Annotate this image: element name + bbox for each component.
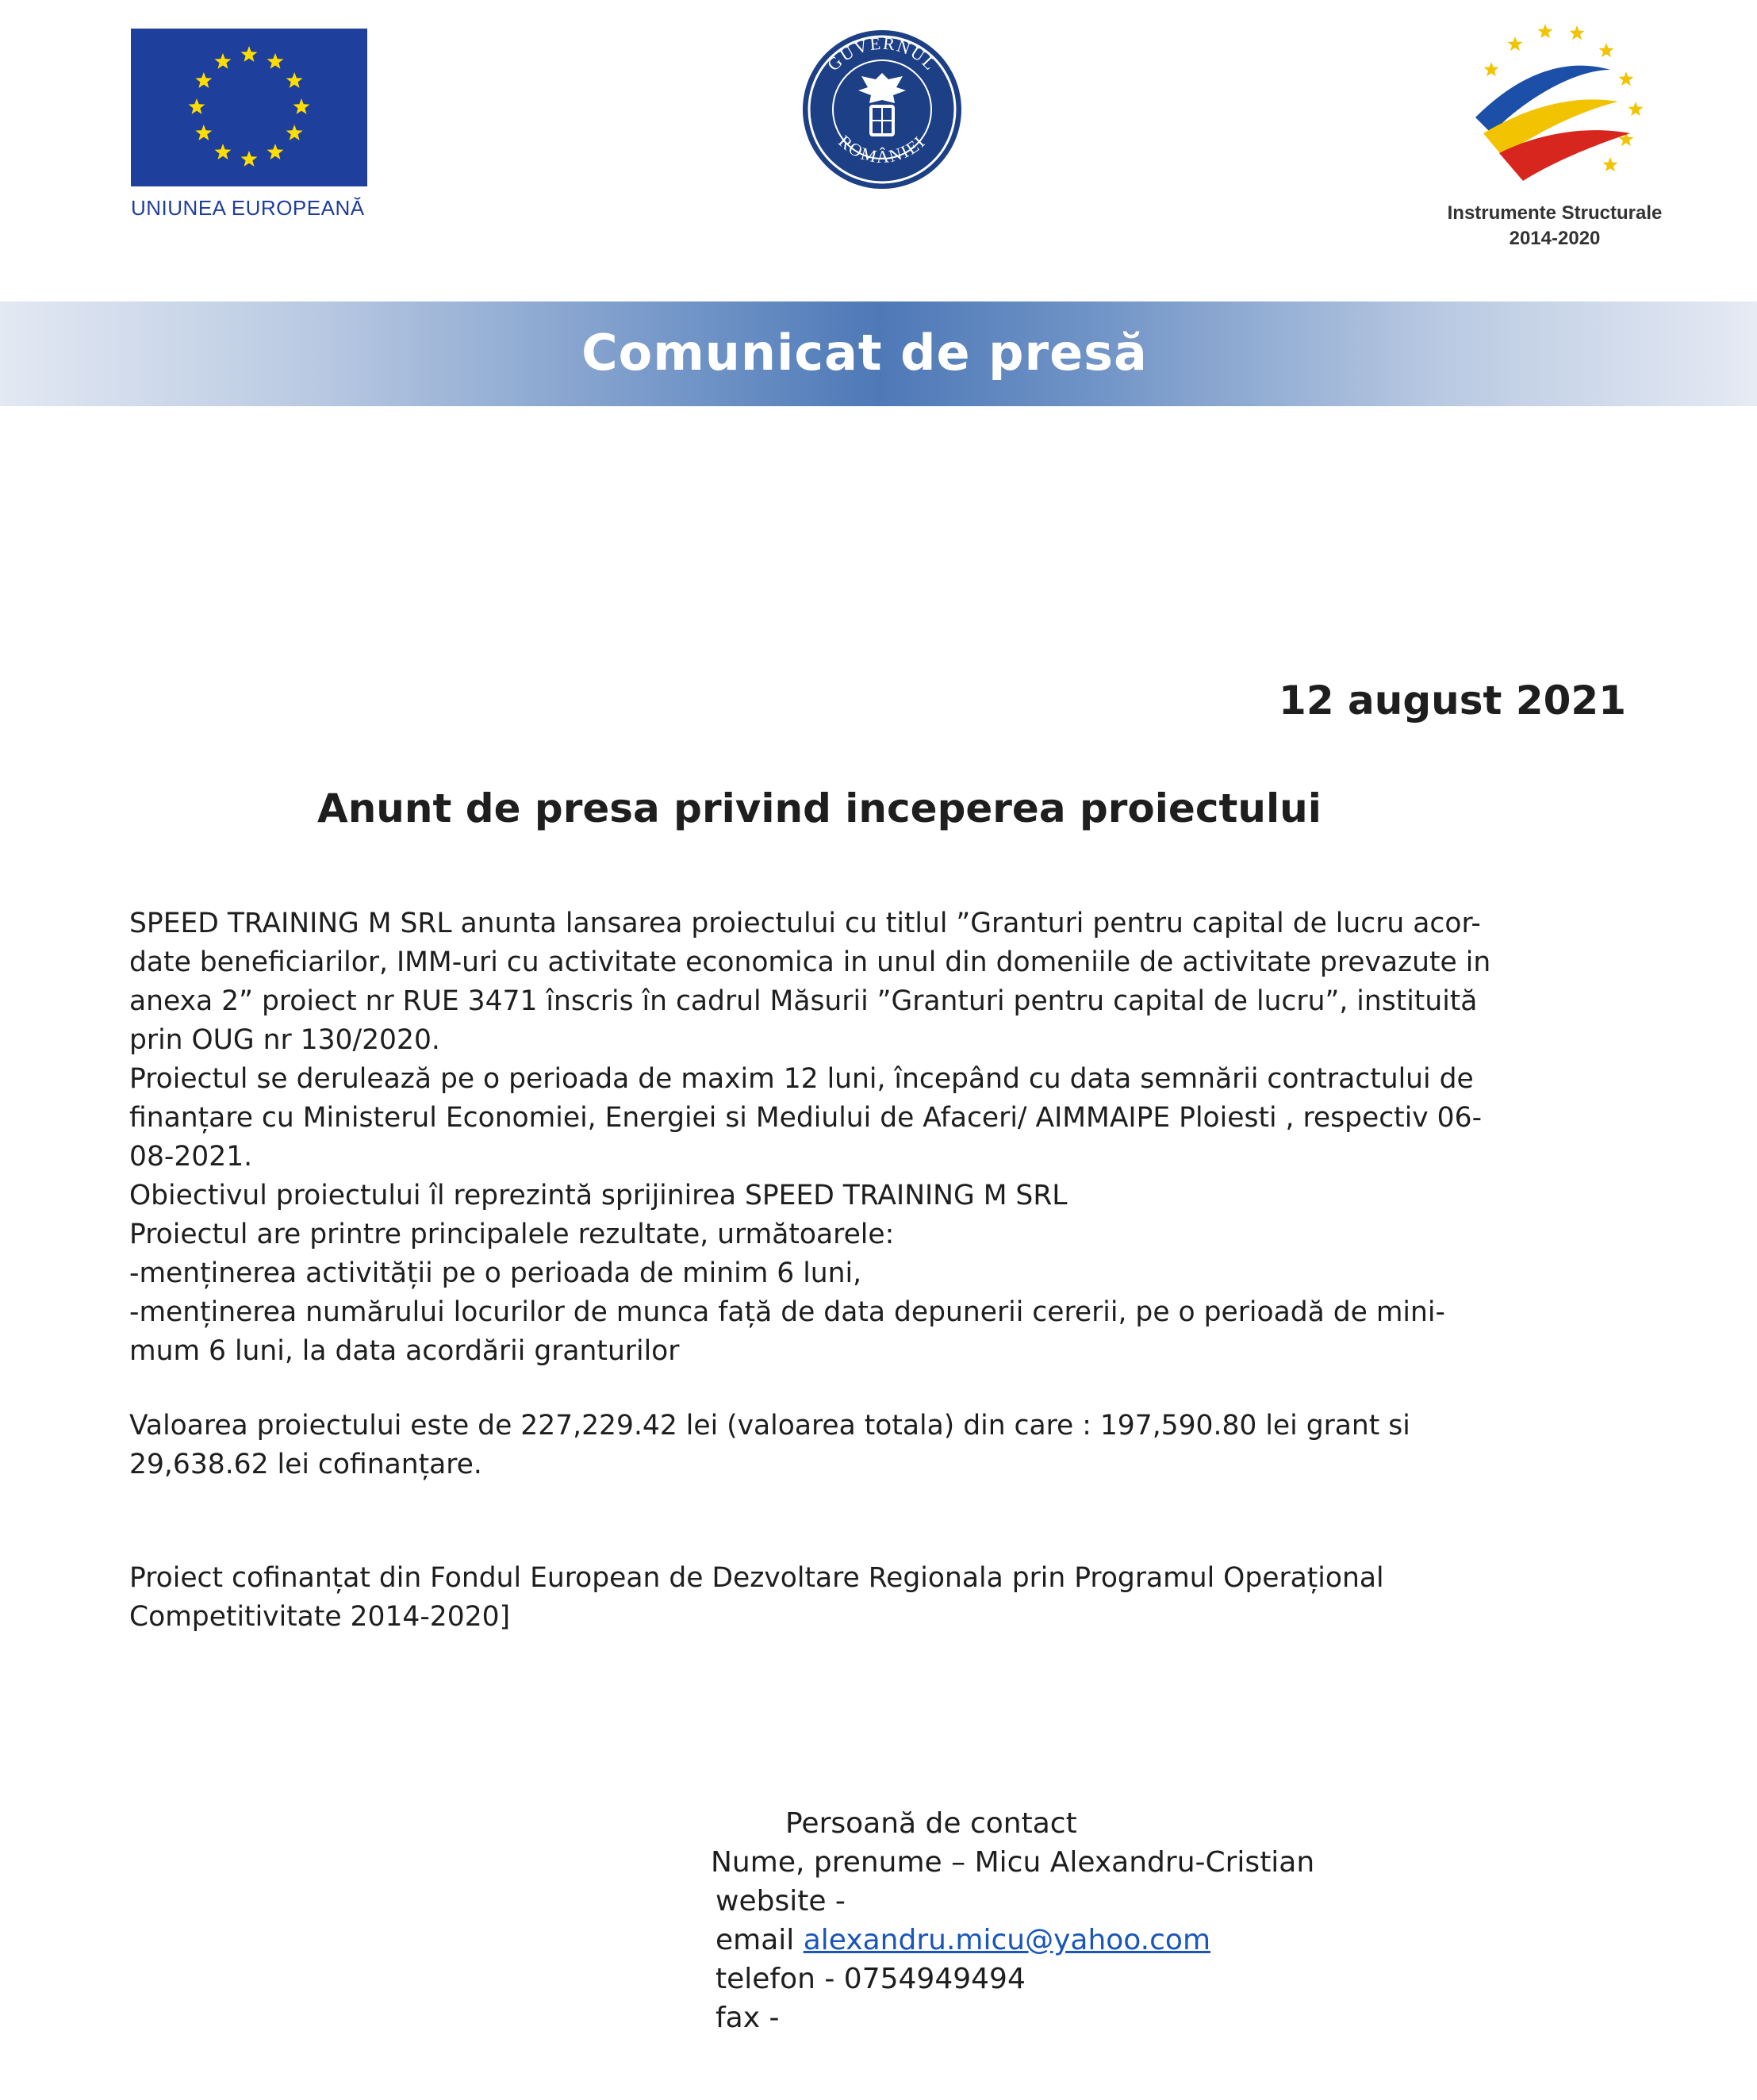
structural-instruments-logo: [1460, 22, 1650, 189]
document-title: Anunt de presa privind inceperea proiectului: [317, 785, 1322, 831]
contact-fax: fax -: [715, 2002, 780, 2034]
si-star-icon: [1628, 102, 1643, 116]
si-star-icon: [1537, 24, 1552, 38]
svg-text:GUVERNUL: GUVERNUL: [823, 33, 942, 75]
body-line: Obiectivul proiectului îl reprezintă sprijinirea SPEED TRAINING M SRL: [129, 1180, 1068, 1211]
structural-instruments-years: 2014-2020: [1509, 228, 1601, 249]
structural-instruments-caption: Instrumente Structurale: [1447, 202, 1663, 224]
contact-email-label: email: [715, 1924, 795, 1956]
body-line: mum 6 luni, la data acordării granturilor: [129, 1335, 680, 1367]
cofinance-line: Proiect cofinanțat din Fondul European de Dezvoltare Regionala prin Programul Operațional: [129, 1562, 1384, 1594]
si-star-icon: [1602, 157, 1617, 171]
body-line: finanțare cu Ministerul Economiei, Energiei si Mediului de Afaceri/ AIMMAIPE Ploiesti , respectiv 06-: [129, 1102, 1483, 1134]
si-star-icon: [1598, 43, 1613, 57]
si-star-icon: [1569, 25, 1584, 40]
body-line: Proiectul are printre principalele rezultate, următoarele:: [129, 1219, 895, 1250]
body-line: -menținerea activității pe o perioada de minim 6 luni,: [129, 1257, 862, 1289]
body-line: SPEED TRAINING M SRL anunta lansarea proiectului cu titlul ”Granturi pentru capital de lucru acor-: [129, 908, 1481, 939]
project-value-line: Valoarea proiectului este de 227,229.42 lei (valoarea totala) din care : 197,590.80 lei grant si: [129, 1410, 1410, 1442]
body-line: -menținerea numărului locurilor de munca față de data depunerii cererii, pe o perioadă de mini-: [129, 1296, 1445, 1328]
eu-flag-logo: [131, 29, 367, 186]
contact-phone: telefon - 0754949494: [715, 1963, 1026, 1995]
eu-caption: UNIUNEA EUROPEANĂ: [131, 196, 365, 220]
si-star-icon: [1483, 62, 1498, 76]
contact-email-row: [715, 1921, 1210, 1960]
contact-email-link[interactable]: alexandru.micu@yahoo.com: [803, 1924, 1211, 1956]
si-star-icon: [1507, 36, 1522, 51]
release-date: 12 august 2021: [1279, 678, 1626, 724]
body-line: 08-2021.: [129, 1141, 253, 1173]
svg-text:ROMÂNIEI: ROMÂNIEI: [834, 131, 930, 167]
body-line: prin OUG nr 130/2020.: [129, 1024, 440, 1056]
project-value-line: 29,638.62 lei cofinanțare.: [129, 1449, 482, 1480]
body-line: anexa 2” proiect nr RUE 3471 înscris în cadrul Măsurii ”Granturi pentru capital de lucru”, instituită: [129, 985, 1478, 1017]
banner-title: Comunicat de presă: [581, 324, 1148, 382]
body-text: [129, 904, 1621, 1637]
contact-website: website -: [715, 1885, 846, 1918]
government-seal-logo: [800, 27, 965, 192]
body-line: date beneficiarilor, IMM-uri cu activitate economica in unul din domeniile de activitate prevazute in: [129, 946, 1491, 978]
body-line: Proiectul se derulează pe o perioada de maxim 12 luni, începând cu data semnării contractului de: [129, 1063, 1474, 1095]
contact-heading: Persoană de contact: [785, 1807, 1077, 1840]
contact-name: Nume, prenume – Micu Alexandru-Cristian: [711, 1846, 1315, 1879]
cofinance-line: Competitivitate 2014-2020]: [129, 1601, 511, 1633]
si-star-icon: [1618, 71, 1633, 86]
